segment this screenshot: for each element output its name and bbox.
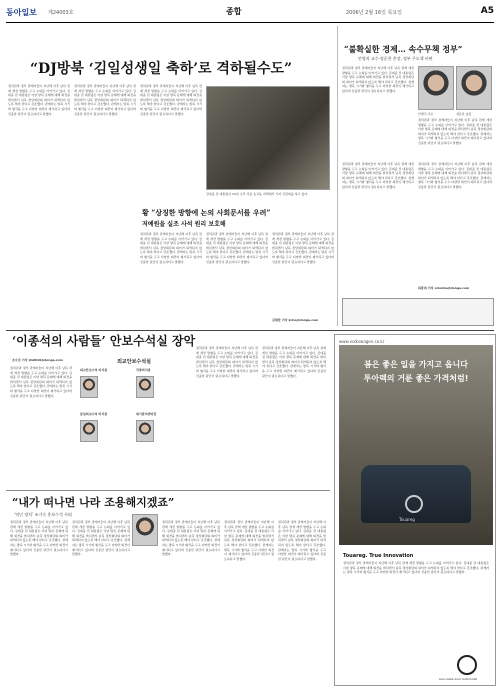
lower-rule bbox=[6, 490, 330, 491]
lower-article-col-5: 정치권과 정부 관계자들이 지난해 이후 남북 관계 개선 방향을 두고 논의를 이어가고 있다. 김대중 전 대통령은 이날 방북 문제에 대해 의견을 밝히면서 남북 정상회담의 의미가 퇴색되지 않도록 해야 한다고 강조했다. 관계자는 방북 시기와 형식을 두고 다양한 의견이 제기되고 있다며 신중한 판단이 필요하다고 말했다. bbox=[278, 520, 326, 561]
ad-headline-1: 봄은 좋은 일을 가지고 옵니다 bbox=[364, 360, 468, 369]
org-title: 외교안보수석실 bbox=[117, 359, 151, 365]
org-portrait-2 bbox=[136, 376, 154, 398]
ad-headline-2: 투아렉의 거룬 좋은 가격처럼! bbox=[363, 374, 469, 383]
portrait-name-1: 안병직 교수 bbox=[418, 112, 434, 116]
org-portrait-1 bbox=[80, 376, 98, 398]
right-article-col-1: 정치권과 정부 관계자들이 지난해 이후 남북 관계 개선 방향을 두고 논의를 이어가고 있다. 김대중 전 대통령은 이날 방북 문제에 대해 의견을 밝히면서 남북 정상회담의 의미가 퇴색되지 않도록 해야 한다고 강조했다. 관계자는 방북 시기와 형식을 두고 다양한 의견이 제기되고 있다며 신중한 판단이 필요하다고 말했다. bbox=[342, 66, 414, 93]
volkswagen-ad[interactable] bbox=[334, 334, 496, 686]
vw-logo-icon bbox=[405, 495, 423, 513]
small-ad-banner bbox=[342, 298, 494, 326]
byline-right: 하종대 기자 orionha@donga.com bbox=[418, 286, 470, 290]
ad-url[interactable]: www.volkswagen.co.kr bbox=[339, 339, 385, 344]
ad-body-text: 정치권과 정부 관계자들이 지난해 이후 남북 관계 개선 방향을 두고 논의를 이어가고 있다. 김대중 전 대통령은 이날 방북 문제에 대해 의견을 밝히면서 남북 정상회담의 의미가 퇴색되지 않도록 해야 한다고 강조했다. 관계자는 방북 시기와 형식을 두고 다양한 의견이 제기되고 있다며 신중한 판단이 필요하다고 말했다. bbox=[343, 561, 489, 575]
org-label-2: 국방비서관 bbox=[136, 368, 151, 372]
right-article-col-3: 정치권과 정부 관계자들이 지난해 이후 남북 관계 개선 방향을 두고 논의를 이어가고 있다. 김대중 전 대통령은 이날 방북 문제에 대해 의견을 밝히면서 남북 정상회담의 의미가 퇴색되지 않도록 해야 한다고 강조했다. 관계자는 방북 시기와 형식을 두고 다양한 의견이 제기되고 있다며 신중한 판단이 필요하다고 말했다. bbox=[342, 162, 414, 189]
byline-box: 조수진 기자 jin0619@donga.com bbox=[12, 358, 63, 362]
newspaper-logo: 동아일보 bbox=[6, 8, 37, 17]
org-portrait-3 bbox=[80, 420, 98, 442]
lower-article-col-3: 정치권과 정부 관계자들이 지난해 이후 남북 관계 개선 방향을 두고 논의를 이어가고 있다. 김대중 전 대통령은 이날 방북 문제에 대해 의견을 밝히면서 남북 정상회담의 의미가 퇴색되지 않도록 해야 한다고 강조했다. 관계자는 방북 시기와 형식을 두고 다양한 의견이 제기되고 있다며 신중한 판단이 필요하다고 말했다. bbox=[162, 520, 220, 557]
ad-brand-line: Aus Liebe zum Automobil bbox=[439, 677, 478, 681]
main-article-col-1: 정치권과 정부 관계자들이 지난해 이후 남북 관계 개선 방향을 두고 논의를 이어가고 있다. 김대중 전 대통령은 이날 방북 문제에 대해 의견을 밝히면서 남북 정상회담의 의미가 퇴색되지 않도록 해야 한다고 강조했다. 관계자는 방북 시기와 형식을 두고 다양한 의견이 제기되고 있다며 신중한 판단이 필요하다고 말했다. bbox=[8, 84, 70, 116]
box-article-col-2: 정치권과 정부 관계자들이 지난해 이후 남북 관계 개선 방향을 두고 논의를 이어가고 있다. 김대중 전 대통령은 이날 방북 문제에 대해 의견을 밝히면서 남북 정상회담의 의미가 퇴색되지 않도록 해야 한다고 강조했다. 관계자는 방북 시기와 형식을 두고 다양한 의견이 제기되고 있다며 신중한 판단이 필요하다고 말했다. bbox=[196, 346, 258, 378]
right-subhead: 안병직 교수·정운찬 총장, 정부 주도책 비판 bbox=[358, 56, 433, 61]
issue-number: 제24003호 bbox=[48, 10, 74, 16]
vw-logo-icon-small bbox=[457, 655, 477, 675]
section-title: 종합 bbox=[226, 7, 242, 16]
main-article-col-3: 정치권과 정부 관계자들이 지난해 이후 남북 관계 개선 방향을 두고 논의를 이어가고 있다. 김대중 전 대통령은 이날 방북 문제에 대해 의견을 밝히면서 남북 정상회담의 의미가 퇴색되지 않도록 해야 한다고 강조했다. 관계자는 방북 시기와 형식을 두고 다양한 의견이 제기되고 있다며 신중한 판단이 필요하다고 말했다. bbox=[140, 84, 202, 116]
lower-headline: “내가 떠나면 나라 조용해지겠죠” bbox=[12, 496, 175, 509]
right-article-col-4: 정치권과 정부 관계자들이 지난해 이후 남북 관계 개선 방향을 두고 논의를 이어가고 있다. 김대중 전 대통령은 이날 방북 문제에 대해 의견을 밝히면서 남북 정상회담의 의미가 퇴색되지 않도록 해야 한다고 강조했다. 관계자는 방북 시기와 형식을 두고 다양한 의견이 제기되고 있다며 신중한 판단이 필요하다고 말했다. bbox=[418, 162, 492, 189]
lower-portrait bbox=[132, 514, 158, 546]
right-article-col-2: 정치권과 정부 관계자들이 지난해 이후 남북 관계 개선 방향을 두고 논의를 이어가고 있다. 김대중 전 대통령은 이날 방북 문제에 대해 의견을 밝히면서 남북 정상회담의 의미가 퇴색되지 않도록 해야 한다고 강조했다. 관계자는 방북 시기와 형식을 두고 다양한 의견이 제기되고 있다며 신중한 판단이 필요하다고 말했다. bbox=[418, 118, 492, 145]
org-portrait-4 bbox=[136, 420, 154, 442]
main-article-col-2: 정치권과 정부 관계자들이 지난해 이후 남북 관계 개선 방향을 두고 논의를 이어가고 있다. 김대중 전 대통령은 이날 방북 문제에 대해 의견을 밝히면서 남북 정상회담의 의미가 퇴색되지 않도록 해야 한다고 강조했다. 관계자는 방북 시기와 형식을 두고 다양한 의견이 제기되고 있다며 신중한 판단이 필요하다고 말했다. bbox=[74, 84, 136, 116]
main-photo bbox=[206, 86, 330, 190]
box-article-col-1: 정치권과 정부 관계자들이 지난해 이후 남북 관계 개선 방향을 두고 논의를 이어가고 있다. 김대중 전 대통령은 이날 방북 문제에 대해 의견을 밝히면서 남북 정상회담의 의미가 퇴색되지 않도록 해야 한다고 강조했다. 관계자는 방북 시기와 형식을 두고 다양한 의견이 제기되고 있다며 신중한 판단이 필요하다고 말했다. bbox=[10, 366, 72, 398]
masthead bbox=[6, 2, 494, 22]
top-rule bbox=[6, 22, 494, 23]
box-article-col-3: 정치권과 정부 관계자들이 지난해 이후 남북 관계 개선 방향을 두고 논의를 이어가고 있다. 김대중 전 대통령은 이날 방북 문제에 대해 의견을 밝히면서 남북 정상회담의 의미가 퇴색되지 않도록 해야 한다고 강조했다. 관계자는 방북 시기와 형식을 두고 다양한 의견이 제기되고 있다며 신중한 판단이 필요하다고 말했다. bbox=[262, 346, 326, 378]
org-label-1: 외교안보수석 비서관 bbox=[80, 368, 108, 372]
byline-main: 김재찬 기자 kcho@donga.com bbox=[272, 318, 319, 322]
org-label-3: 통일외교수석 비서관 bbox=[80, 412, 108, 416]
portrait-1 bbox=[418, 66, 454, 110]
ad-tagline: Touareg. True Innovation bbox=[343, 553, 414, 559]
car-model: Touareg bbox=[399, 517, 415, 522]
lower-article-col-2: 정치권과 정부 관계자들이 지난해 이후 남북 관계 개선 방향을 두고 논의를 이어가고 있다. 김대중 전 대통령은 이날 방북 문제에 대해 의견을 밝히면서 남북 정상회담의 의미가 퇴색되지 않도록 해야 한다고 강조했다. 관계자는 방북 시기와 형식을 두고 다양한 의견이 제기되고 있다며 신중한 판단이 필요하다고 말했다. bbox=[72, 520, 130, 557]
main-subhead-2: 저예원을 실조 사석 원리 보호해 bbox=[142, 221, 226, 228]
issue-date: 2006년 2월 16일 목요일 bbox=[346, 10, 403, 16]
right-headline: “불확실한 경제… 속수무책 정부” bbox=[344, 44, 463, 54]
main-article-col-6: 정치권과 정부 관계자들이 지난해 이후 남북 관계 개선 방향을 두고 논의를 이어가고 있다. 김대중 전 대통령은 이날 방북 문제에 대해 의견을 밝히면서 남북 정상회담의 의미가 퇴색되지 않도록 해야 한다고 강조했다. 관계자는 방북 시기와 형식을 두고 다양한 의견이 제기되고 있다며 신중한 판단이 필요하다고 말했다. bbox=[272, 232, 334, 264]
portrait-name-2: 정운찬 총장 bbox=[456, 112, 472, 116]
main-article-col-4: 정치권과 정부 관계자들이 지난해 이후 남북 관계 개선 방향을 두고 논의를 이어가고 있다. 김대중 전 대통령은 이날 방북 문제에 대해 의견을 밝히면서 남북 정상회담의 의미가 퇴색되지 않도록 해야 한다고 강조했다. 관계자는 방북 시기와 형식을 두고 다양한 의견이 제기되고 있다며 신중한 판단이 필요하다고 말했다. bbox=[140, 232, 202, 264]
column-divider bbox=[337, 26, 338, 326]
page-number: A5 bbox=[480, 6, 494, 16]
lower-article-col-4: 정치권과 정부 관계자들이 지난해 이후 남북 관계 개선 방향을 두고 논의를 이어가고 있다. 김대중 전 대통령은 이날 방북 문제에 대해 의견을 밝히면서 남북 정상회담의 의미가 퇴색되지 않도록 해야 한다고 강조했다. 관계자는 방북 시기와 형식을 두고 다양한 의견이 제기되고 있다며 신중한 판단이 필요하다고 말했다. bbox=[224, 520, 274, 561]
main-subhead-1: 황 “상징한 방향에 논의 사회문서를 우려” bbox=[142, 208, 271, 217]
lower-article-col-1: 정치권과 정부 관계자들이 지난해 이후 남북 관계 개선 방향을 두고 논의를 이어가고 있다. 김대중 전 대통령은 이날 방북 문제에 대해 의견을 밝히면서 남북 정상회담의 의미가 퇴색되지 않도록 해야 한다고 강조했다. 관계자는 방북 시기와 형식을 두고 다양한 의견이 제기되고 있다며 신중한 판단이 필요하다고 말했다. bbox=[10, 520, 68, 557]
portrait-2 bbox=[456, 66, 492, 110]
mid-rule bbox=[6, 330, 494, 331]
org-label-4: 위기관리센터장 bbox=[136, 412, 157, 416]
photo-caption: 김대중 전 대통령이 15일 오후 서울 동교동 자택에서 기자 간담회를 하고 있다. bbox=[206, 192, 309, 196]
lower-subhead: ‘억난 정치’ 조기숙 홍보수석 사퇴 bbox=[14, 512, 72, 517]
main-article-col-5: 정치권과 정부 관계자들이 지난해 이후 남북 관계 개선 방향을 두고 논의를 이어가고 있다. 김대중 전 대통령은 이날 방북 문제에 대해 의견을 밝히면서 남북 정상회담의 의미가 퇴색되지 않도록 해야 한다고 강조했다. 관계자는 방북 시기와 형식을 두고 다양한 의견이 제기되고 있다며 신중한 판단이 필요하다고 말했다. bbox=[206, 232, 268, 264]
box-headline: ‘이종석의 사람들’ 안보수석실 장악 bbox=[12, 334, 196, 348]
main-headline: “DJ방북 ‘김일성생일 축하’로 격하될수도” bbox=[30, 61, 293, 77]
car-shape bbox=[361, 465, 471, 523]
